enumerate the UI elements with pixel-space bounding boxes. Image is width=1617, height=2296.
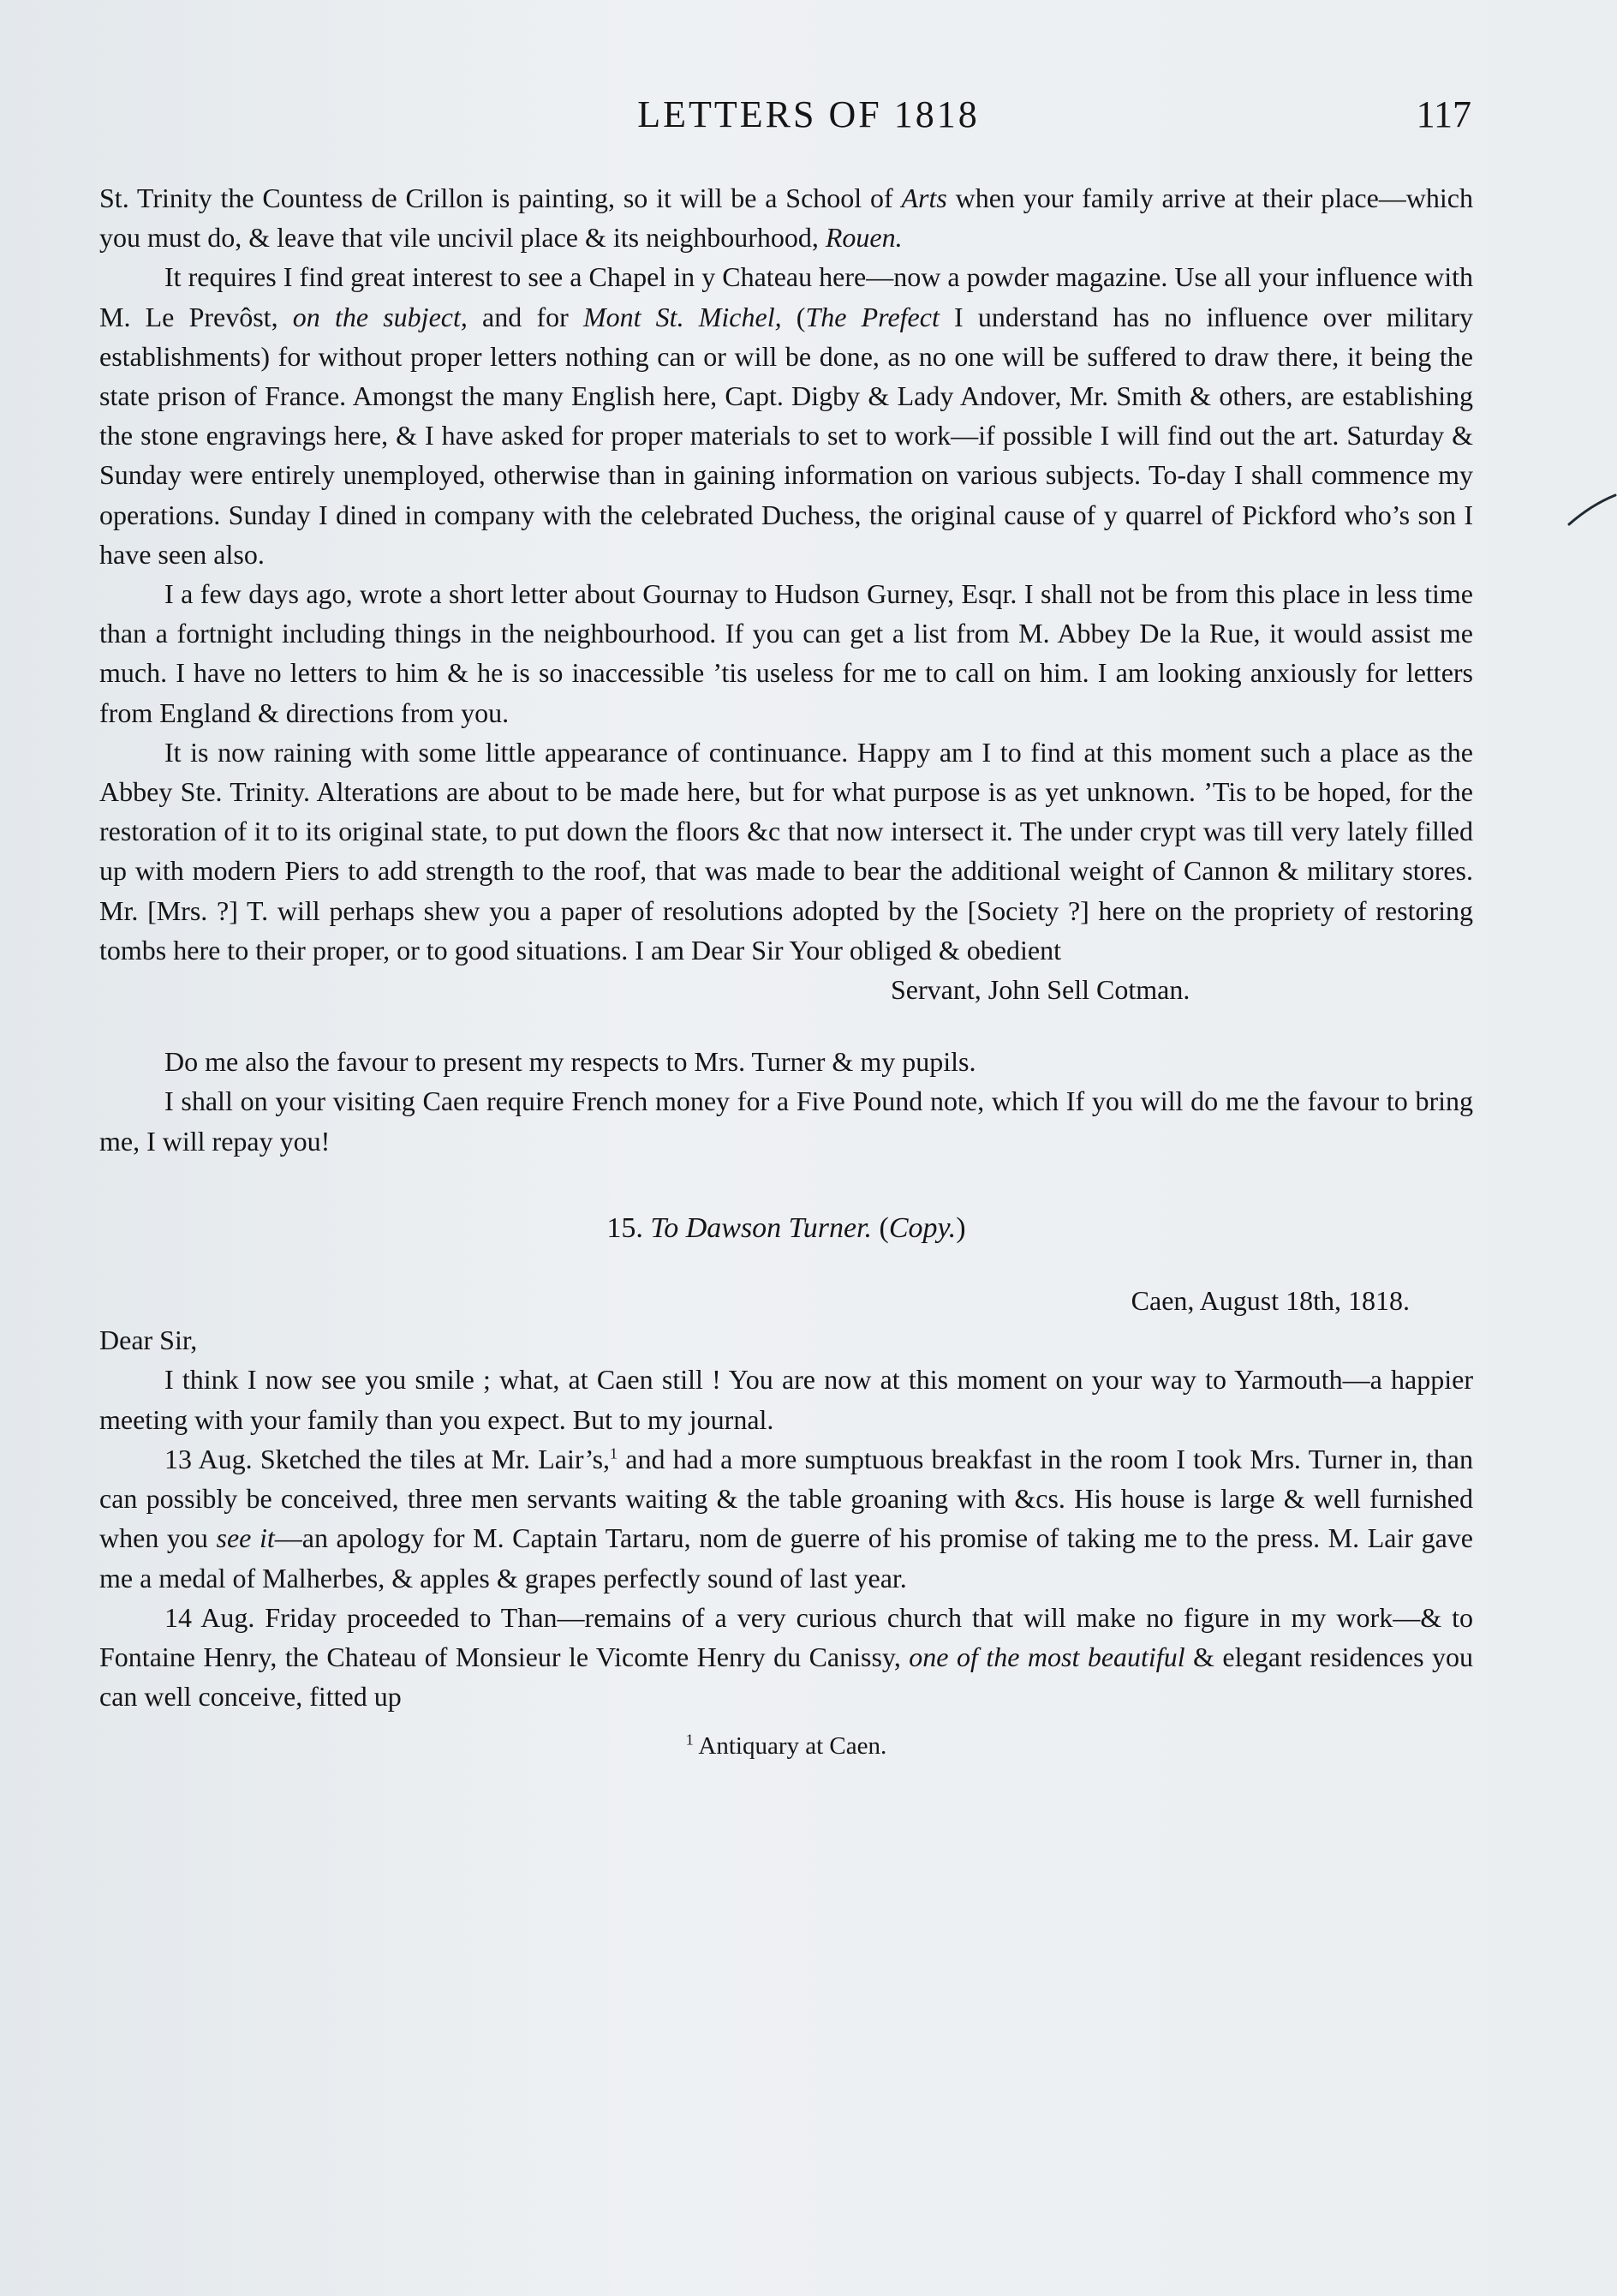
page-header [0, 93, 1617, 144]
postscript: I shall on your visiting Caen require French money for a Five Pound note, which If you will do me the favour to bring me, I will repay you! [99, 1085, 1473, 1157]
italic-run: Mont St. Michel, [582, 301, 782, 332]
paragraph: St. Trinity the Countess de Crillon is painting, so it will be a School of Arts when your family arrive at their place—which you must do, & leave that vile uncivil place & its neighbourhood, Rouen. [99, 182, 1474, 254]
spacer [99, 1009, 1473, 1042]
text-block [99, 178, 1473, 1767]
signature: Servant, John Sell Cotman. [891, 974, 1190, 1006]
paragraph: It requires I find great interest to see a Chapel in y Chateau here—now a powder magazine. Use all your influence with M. Le Prevôst, on the subject, and for Mont St. Michel, (The Prefect I understand has no influence over military establishments) for without proper letters nothing can or will be done, as no one will be suffered to draw there, it being the state prison of France. Amongst the many English here, Capt. Digby & Lady Andover, Mr. Smith & others, are establishing the stone engravings here, & I have asked for proper materials to set to work—if possible I will find out the art. Saturday & Sunday were entirely unemployed, otherwise than in gaining information on various subjects. To-day I shall commence my operations. Sunday I dined in company with the celebrated Duchess, the original cause of y quarrel of Pickford who’s son I have seen also. [99, 261, 1474, 570]
spacer [99, 1161, 1473, 1209]
italic-run: Copy. [888, 1211, 957, 1244]
footnote-ref: 1 [610, 1444, 618, 1462]
footnote [99, 1726, 1473, 1766]
running-title: LETTERS OF 1818 [637, 93, 980, 135]
italic-run: The Prefect [805, 301, 940, 332]
paragraph: 14 Aug. Friday proceeded to Than—remains of a very curious church that will make no figure in my work—& to Fontaine Henry, the Chateau of Monsieur le Vicomte Henry du Canissy, one of the most beautiful & elegant residences you can well conceive, fitted up [99, 1601, 1473, 1713]
italic-run: Arts [901, 182, 947, 213]
paragraph: 13 Aug. Sketched the tiles at Mr. Lair’s,$^1$ and had a more sumptuous breakfast in the room I took Mrs. Turner in, than can possibly be conceived, three men servants waiting & the table groaning with &cs. His house is large & well furnished when you see it—an apology for M. Captain Tartaru, nom de guerre of his promise of taking me to the press. M. Lair gave me a medal of Malherbes, & apples & grapes perfectly sound of last year. [99, 1443, 1474, 1593]
paragraph: It is now raining with some little appearance of continuance. Happy am I to find at this moment such a place as the Abbey Ste. Trinity. Alterations are about to be made here, but for what purpose is as yet unknown. ’Tis to be hoped, for the restoration of it to its original state, to put down the floors &c that now intersect it. The under crypt was till very lately filled up with modern Piers to add strength to the roof, that was made to bear the additional weight of Cannon & military stores. Mr. [Mrs. ?] T. will perhaps shew you a paper of resolutions adopted by the [Society ?] here on the propriety of restoring tombs here to their proper, or to good situations. I am Dear Sir Your obliged & obedient [99, 736, 1473, 966]
italic-run: To Dawson Turner. [650, 1211, 872, 1244]
spacer [99, 1248, 1473, 1281]
postscript: Do me also the favour to present my respects to Mrs. Turner & my pupils. [164, 1046, 976, 1078]
footnote-marker: 1 [685, 1731, 694, 1749]
footnote-text: Antiquary at Caen. [698, 1732, 887, 1761]
italic-run: Rouen. [825, 222, 903, 254]
dateline: Caen, August 18th, 1818. [1131, 1285, 1410, 1317]
pen-mark-icon [1566, 487, 1617, 529]
italic-run: see it [216, 1522, 275, 1554]
salutation: Dear Sir, [99, 1324, 198, 1356]
italic-run: on the subject, [292, 301, 468, 332]
letter-heading: 15. To Dawson Turner. (Copy.) [606, 1211, 966, 1244]
paragraph: I think I now see you smile ; what, at Caen still ! You are now at this moment on your way to Yarmouth—a happier meeting with your family than you expect. But to my journal. [99, 1364, 1473, 1435]
paragraph: I a few days ago, wrote a short letter about Gournay to Hudson Gurney, Esqr. I shall not be from this place in less time than a fortnight including things in the neighbourhood. If you can get a list from M. Abbey De la Rue, it would assist me much. I have no letters to him & he is so inaccessible ’tis useless for me to call on him. I am looking anxiously for letters from England & directions from you. [99, 578, 1473, 728]
italic-run: one of the most beautiful [909, 1641, 1185, 1672]
page-number: 117 [1416, 93, 1471, 135]
